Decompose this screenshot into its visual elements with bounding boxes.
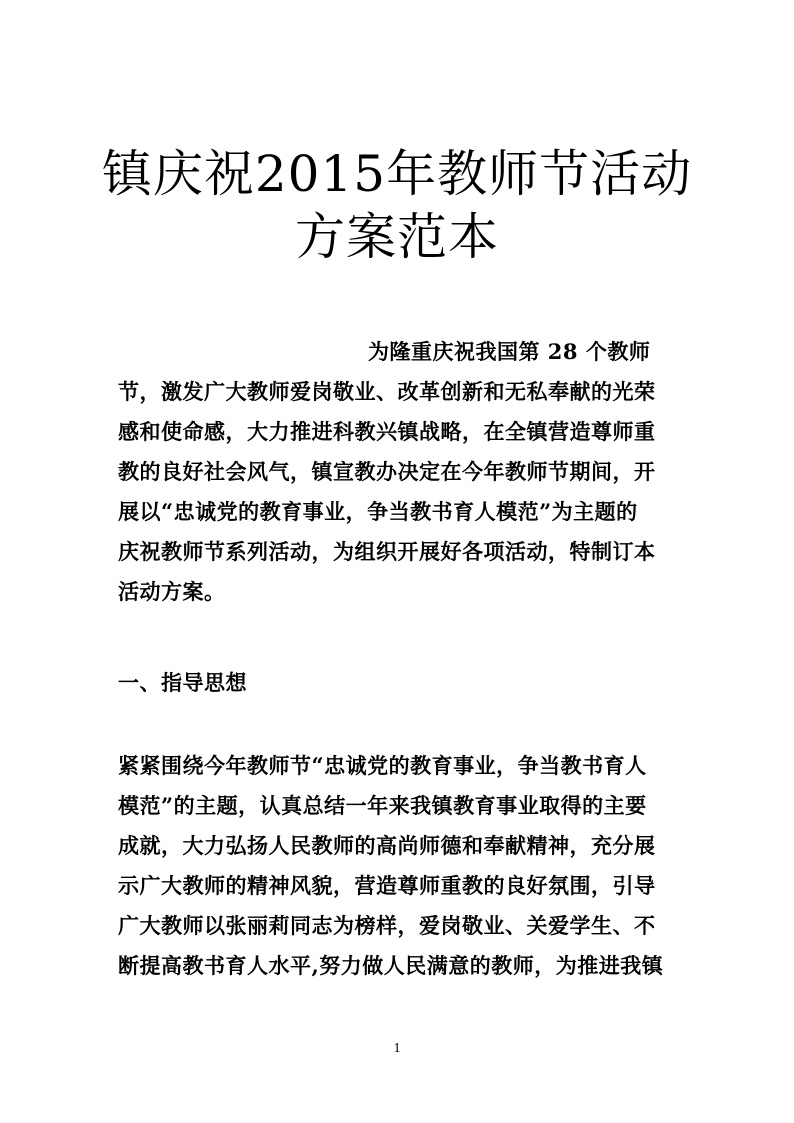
section-line-2: 模范”的主题，认真总结一年来我镇教育事业取得的主要 [118,793,647,818]
intro-line-2: 节，激发广大教师爱岗敬业、改革创新和无私奉献的光荣 [118,379,656,404]
intro-line-5: 展以“忠诚党的教育事业，争当教书育人模范”为主题的 [118,499,638,524]
intro-line-1: 为隆重庆祝我国第 28 个教师 [368,339,651,364]
intro-line-4: 教的良好社会风气，镇宣教办决定在今年教师节期间，开 [118,459,656,484]
intro-line-3: 感和使命感，大力推进科教兴镇战略，在全镇营造尊师重 [118,419,656,444]
section-line-5: 广大教师以张丽莉同志为榜样，爱岗敬业、关爱学生、不 [118,913,656,938]
section-line-6: 断提高教书育人水平,努力做人民满意的教师，为推进我镇 [118,953,664,978]
document-title-line-2: 方案范本 [295,208,499,266]
section-line-1: 紧紧围绕今年教师节“忠诚党的教育事业，争当教书育人 [118,753,647,778]
section-line-3: 成就，大力弘扬人民教师的高尚师德和奉献精神，充分展 [118,833,656,858]
section-heading: 一、指导思想 [118,670,247,695]
intro-line-7: 活动方案。 [118,579,226,604]
document-title-line-1: 镇庆祝2015年教师节活动 [101,145,693,203]
page-number: 1 [393,1041,401,1056]
intro-line-6: 庆祝教师节系列活动，为组织开展好各项活动，特制订本 [118,539,656,564]
section-line-4: 示广大教师的精神风貌，营造尊师重教的良好氛围，引导 [118,873,656,898]
